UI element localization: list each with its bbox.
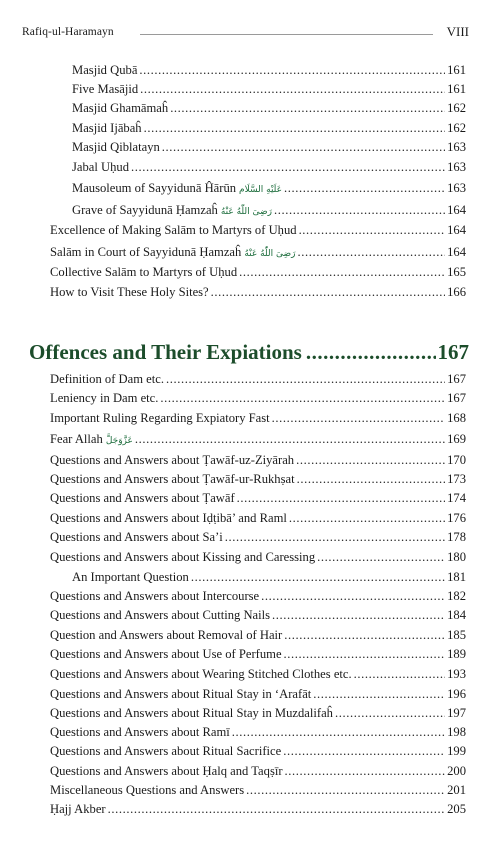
arabic-honorific: رَضِىَ اللّٰهُ عَنْهُ xyxy=(220,207,272,217)
toc-entry[interactable] xyxy=(0,242,495,262)
toc-entry-label: Questions and Answers about Ramī xyxy=(50,725,230,739)
dot-leader xyxy=(131,157,445,177)
toc-entry-page: 173 xyxy=(447,472,466,486)
toc-entry-label: Jabal Uḥud xyxy=(72,160,130,174)
toc-entry-page: 168 xyxy=(447,411,466,425)
toc-entry[interactable] xyxy=(0,282,495,302)
toc-entry-page: 184 xyxy=(447,608,466,622)
dot-leader xyxy=(284,644,446,664)
dot-leader xyxy=(135,429,445,449)
toc-entry-label: Five Masājid xyxy=(72,82,139,96)
toc-entry-label: Collective Salām to Martyrs of Uḥud xyxy=(50,265,238,279)
toc-entry-label: Mausoleum of Sayyidunā Ĥārūn xyxy=(72,181,237,195)
toc-entry[interactable] xyxy=(0,684,495,704)
toc-entry-page: 164 xyxy=(447,203,466,217)
toc-entry-page: 197 xyxy=(447,706,466,720)
toc-entry-page: 185 xyxy=(447,628,466,642)
toc-entry-page: 167 xyxy=(447,391,466,405)
toc-entry[interactable] xyxy=(0,722,495,742)
toc-entry-label: Questions and Answers about Ṭawāf-uz-Ziyārah xyxy=(50,453,295,467)
toc-entry-label: Question and Answers about Removal of Hair xyxy=(50,628,283,642)
dot-leader xyxy=(246,780,445,800)
toc-entry-page: 164 xyxy=(447,223,466,237)
toc-entry[interactable] xyxy=(0,761,495,781)
toc-entry[interactable] xyxy=(0,262,495,282)
toc-entry-label: Masjid Ijābaĥ xyxy=(72,121,142,135)
toc-entry-label: Masjid Qubā xyxy=(72,63,138,77)
toc-entry-page: 164 xyxy=(447,245,466,259)
toc-entry-label: Questions and Answers about Ṭawāf-ur-Rukhṣat xyxy=(50,472,295,486)
dot-leader xyxy=(284,178,445,198)
dot-leader xyxy=(225,527,445,547)
toc-entry-label: Questions and Answers about Ḥalq and Taqṣīr xyxy=(50,764,283,778)
toc-entry[interactable] xyxy=(0,741,495,761)
toc-entry-page: 161 xyxy=(447,63,466,77)
toc-entry-label: Questions and Answers about Wearing Stitched Clothes etc. xyxy=(50,667,352,681)
toc-entry[interactable] xyxy=(0,450,495,470)
toc-entry[interactable] xyxy=(0,408,495,428)
toc-entry-page: 165 xyxy=(447,265,466,279)
toc-entry-label: Salām in Court of Sayyidunā Ḥamzaĥ xyxy=(50,245,242,259)
dot-leader xyxy=(272,605,445,625)
toc-entry[interactable] xyxy=(0,98,495,118)
toc-entry-page: 201 xyxy=(447,783,466,797)
toc-entry[interactable] xyxy=(0,586,495,606)
toc-entry-page: 199 xyxy=(447,744,466,758)
toc-entry[interactable] xyxy=(0,799,495,819)
toc-entry-page: 163 xyxy=(447,140,466,154)
toc-entry[interactable] xyxy=(0,137,495,157)
toc-entry-page: 200 xyxy=(447,764,466,778)
toc-entry[interactable] xyxy=(0,605,495,625)
dot-leader xyxy=(139,60,445,80)
dot-leader xyxy=(283,741,445,761)
dot-leader xyxy=(299,220,446,240)
toc-entry-page: 167 xyxy=(447,372,466,386)
dot-leader xyxy=(211,282,445,302)
dot-leader xyxy=(284,625,445,645)
dot-leader xyxy=(289,508,445,528)
chapter-title: Offences and Their Expiations xyxy=(29,340,302,364)
dot-leader xyxy=(272,408,445,428)
toc-entry-page: 182 xyxy=(447,589,466,603)
toc-entry-label: Questions and Answers about Iḍṭibā’ and Raml xyxy=(50,511,287,525)
toc-entry-label: Questions and Answers about Ritual Stay in Muzdalifaĥ xyxy=(50,706,333,720)
arabic-honorific: رَضِىَ اللّٰهُ عَنْهُ xyxy=(244,249,296,259)
toc-entry[interactable] xyxy=(0,625,495,645)
dot-leader xyxy=(274,200,445,220)
toc-entry-label: Masjid Ghamāmaĥ xyxy=(72,101,169,115)
dot-leader xyxy=(317,547,445,567)
running-header xyxy=(22,22,469,42)
toc-entry[interactable] xyxy=(0,508,495,528)
chapter-page: 167 xyxy=(437,340,469,364)
toc-entry-label: Questions and Answers about Ṭawāf xyxy=(50,491,235,505)
toc-entry[interactable] xyxy=(0,488,495,508)
toc-entry[interactable] xyxy=(0,178,495,198)
toc-entry-label: Excellence of Making Salām to Martyrs of Uḥud xyxy=(50,223,297,237)
dot-leader xyxy=(237,488,445,508)
chapter-heading[interactable] xyxy=(29,338,469,366)
toc-entry-page: 176 xyxy=(447,511,466,525)
toc-entry-page: 198 xyxy=(447,725,466,739)
toc-entry-page: 166 xyxy=(447,285,466,299)
dot-leader xyxy=(160,388,445,408)
toc-entry-label: An Important Question xyxy=(72,570,189,584)
toc-entry[interactable] xyxy=(0,780,495,800)
toc-entry[interactable] xyxy=(0,644,495,664)
dot-leader xyxy=(313,684,445,704)
page-number: VIII xyxy=(446,24,469,39)
dot-leader xyxy=(162,137,445,157)
toc-entry-label: Questions and Answers about Intercourse xyxy=(50,589,260,603)
toc-entry-page: 193 xyxy=(447,667,466,681)
dot-leader xyxy=(140,79,445,99)
toc-entry-label: Leniency in Dam etc. xyxy=(50,391,159,405)
dot-leader xyxy=(335,703,445,723)
dot-leader xyxy=(261,586,445,606)
toc-entry[interactable] xyxy=(0,388,495,408)
toc-entry[interactable] xyxy=(0,567,495,587)
book-title: Rafiq-ul-Haramayn xyxy=(22,26,114,38)
toc-entry[interactable] xyxy=(0,157,495,177)
dot-leader xyxy=(306,338,436,366)
toc-entry-label: Ḥajj Akber xyxy=(50,802,106,816)
toc-entry-page: 161 xyxy=(447,82,466,96)
toc-entry-label: Questions and Answers about Kissing and Caressing xyxy=(50,550,316,564)
dot-leader xyxy=(108,799,446,819)
toc-entry-label: Questions and Answers about Ritual Stay in ‘Arafāt xyxy=(50,687,312,701)
toc-entry-page: 180 xyxy=(447,550,466,564)
dot-leader xyxy=(354,664,445,684)
toc-entry-label: Important Ruling Regarding Expiatory Fast xyxy=(50,411,270,425)
toc-entry-page: 174 xyxy=(447,491,466,505)
toc-entry[interactable] xyxy=(0,429,495,449)
dot-leader xyxy=(191,567,445,587)
toc-entry-page: 162 xyxy=(447,121,466,135)
toc-entry[interactable] xyxy=(0,369,495,389)
toc-entry-page: 189 xyxy=(447,647,466,661)
toc-entry-page: 181 xyxy=(447,570,466,584)
toc-entry-label: How to Visit These Holy Sites? xyxy=(50,285,209,299)
dot-leader xyxy=(285,761,446,781)
toc-entry-page: 162 xyxy=(447,101,466,115)
toc-entry-label: Questions and Answers about Ritual Sacrifice xyxy=(50,744,282,758)
toc-entry-page: 178 xyxy=(447,530,466,544)
header-rule xyxy=(140,34,433,35)
toc-entry-page: 196 xyxy=(447,687,466,701)
arabic-honorific: عَلَيْهِ السَّلَام xyxy=(239,185,283,195)
toc-entry-label: Questions and Answers about Use of Perfume xyxy=(50,647,282,661)
toc-entry[interactable] xyxy=(0,527,495,547)
toc-entry-label: Masjid Qiblatayn xyxy=(72,140,160,154)
toc-entry-label: Miscellaneous Questions and Answers xyxy=(50,783,245,797)
toc-entry[interactable] xyxy=(0,118,495,138)
toc-entry-label: Grave of Sayyidunā Ḥamzaĥ xyxy=(72,203,218,217)
toc-entry[interactable] xyxy=(0,200,495,220)
toc-entry[interactable] xyxy=(0,469,495,489)
toc-entry[interactable] xyxy=(0,220,495,240)
toc-entry[interactable] xyxy=(0,664,495,684)
dot-leader xyxy=(170,98,445,118)
dot-leader xyxy=(298,242,446,262)
toc-entry[interactable] xyxy=(0,547,495,567)
toc-entry-label: Questions and Answers about Cutting Nails xyxy=(50,608,271,622)
dot-leader xyxy=(239,262,445,282)
toc-entry-page: 169 xyxy=(447,432,466,446)
toc-entry[interactable] xyxy=(0,703,495,723)
toc-entry-page: 205 xyxy=(447,802,466,816)
toc-entry-label: Questions and Answers about Sa’i xyxy=(50,530,223,544)
dot-leader xyxy=(232,722,445,742)
toc-entry-label: Definition of Dam etc. xyxy=(50,372,165,386)
toc-entry-page: 163 xyxy=(447,181,466,195)
toc-entry-page: 163 xyxy=(447,160,466,174)
toc-entry-label: Fear Allah xyxy=(50,432,103,446)
dot-leader xyxy=(166,369,445,389)
dot-leader xyxy=(297,469,446,489)
toc-entry[interactable] xyxy=(0,60,495,80)
dot-leader xyxy=(144,118,446,138)
toc-entry-page: 170 xyxy=(447,453,466,467)
toc-entry[interactable] xyxy=(0,79,495,99)
dot-leader xyxy=(296,450,445,470)
arabic-honorific: عَزَّوَجَلَّ xyxy=(105,436,133,446)
